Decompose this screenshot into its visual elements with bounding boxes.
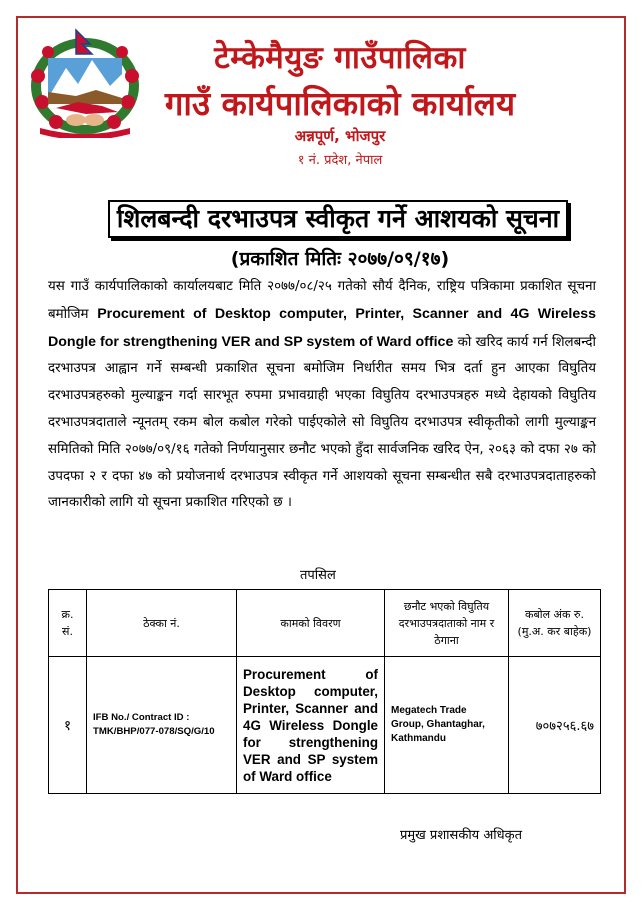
project-name: Procurement of Desktop computer, Printer, Scanner and 4G Wireless Dongle for strengthening VER and SP system of Ward office (48, 305, 596, 350)
cell-contract: IFB No./ Contract ID : TMK/BHP/077-078/SQ/G/10 (87, 657, 237, 794)
col-header-description: कामको विवरण (237, 590, 385, 657)
table-header-row (49, 590, 601, 657)
signature-title: प्रमुख प्रशासकीय अधिकृत (400, 828, 523, 843)
municipality-name: टेम्केमैयुङ गाउँपालिका (214, 40, 466, 76)
nepal-emblem-icon (26, 28, 144, 138)
body-part-1: यस गाउँ कार्यपालिकाको कार्यालयबाट मिति २०७७/०८/२५ गतेको सौर्य दैनिक, राष्ट्रिय पत्रिकामा प्रकाशित सूचना बमोजिम (48, 279, 596, 322)
award-table (48, 589, 601, 794)
col-header-amount: कबोल अंक रु. (मु.अ. कर बाहेक) (509, 590, 601, 657)
notice-title: शिलबन्दी दरभाउपत्र स्वीकृत गर्ने आशयको सूचना (116, 204, 560, 233)
cell-amount: ७०७२५६.६७ (509, 657, 601, 794)
office-name: गाउँ कार्यपालिकाको कार्यालय (164, 84, 516, 123)
table-row (49, 657, 601, 794)
published-date: (प्रकाशित मितिः २०७७/०९/१७) (230, 248, 450, 270)
schedule-label: तपसिल (300, 568, 336, 583)
office-province: १ नं. प्रदेश, नेपाल (297, 153, 383, 168)
body-part-2: को खरिद कार्य गर्न शिलबन्दी दरभाउपत्र आह्वान गर्ने सम्बन्धी प्रकाशित सूचना बमोजिम निर्धारीत समय भित्र दर्ता हुन आएका विघुतिय दरभाउपत्रहरुको मुल्याङ्कन गर्दा सारभूत रुपमा प्रभावग्राही भएका विघुतिय दरभाउपत्रहरु मध्ये देहायको विघुतिय दरभाउपत्रदाताले न्यूनतम् रकम बोल कबोल गरेको पाईएकोले सो विघुतिय दरभाउपत्र स्वीकृतीको लागी मुल्याङ्कन समितिको मिति २०७७/०९/१६ गतेको निर्णयानुसार छनौट भएको हुँदा सार्वजनिक खरिद ऐन, २०६३ को दफा २७ को उपदफा २ र दफा ४७ को प्रयोजनार्थ दरभाउपत्र स्वीकृत गर्ने आशयको सूचना सम्बन्धीत सबै दरभाउपत्रदाताहरुको जानकारीको लागि यो सूचना प्रकाशित गरिएको छ । (48, 334, 596, 511)
cell-description: Procurement of Desktop computer, Printer, Scanner and 4G Wireless Dongle for strengthening VER and SP system of Ward office (237, 657, 385, 794)
col-header-contract: ठेक्का नं. (87, 590, 237, 657)
office-address: अन्नपूर्ण, भोजपुर (294, 127, 386, 145)
notice-title-box (108, 200, 568, 238)
cell-sn: १ (49, 657, 87, 794)
notice-body (48, 274, 596, 517)
cell-vendor: Megatech Trade Group, Ghantaghar, Kathmandu (385, 657, 509, 794)
col-header-vendor: छनौट भएको विघुतिय दरभाउपत्रदाताको नाम र ठेगाना (385, 590, 509, 657)
col-header-sn: क्र. सं. (49, 590, 87, 657)
